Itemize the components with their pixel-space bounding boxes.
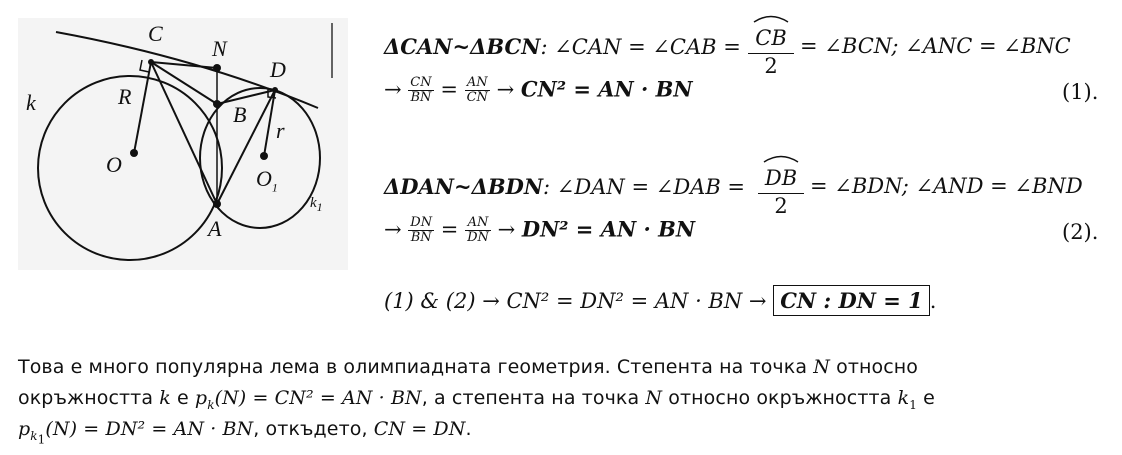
paragraph-line2: окръжността k е $p_k(N) = CN^2$ = AN · BN, а степента на точка N относно окръжността $k_1$ е: [18, 387, 935, 412]
eq1-line1: [384, 36, 741, 58]
eq3-chain: (1) & (2) → CN² = DN² = AN · BN →: [384, 289, 767, 313]
arc-hat-icon: [748, 13, 794, 23]
label-O1: $O_1$: [256, 166, 278, 195]
eq2-result: DN² = AN · BN: [521, 216, 696, 242]
label-r: r: [276, 118, 285, 143]
arrow: →: [384, 77, 402, 102]
figure-drawing: [18, 18, 348, 270]
eq1-line1-tail: = ∠BCN; ∠ANC = ∠BNC: [800, 34, 1071, 58]
eq1-arc-num: CB: [755, 26, 787, 50]
segment-CN: [151, 62, 217, 68]
point-D: [272, 87, 278, 93]
eq1-angles: : ∠CAN = ∠CAB =: [540, 35, 741, 59]
eq1-arc-den: 2: [764, 54, 778, 79]
arrow: →: [384, 217, 402, 242]
eq2-number: (2).: [1062, 220, 1099, 244]
eq1-frac2: $\frac{AN}{CN}$: [466, 75, 488, 106]
point-O1: [260, 152, 268, 160]
label-D: D: [270, 57, 286, 82]
eq2-frac1: $\frac{DN}{BN}$: [410, 215, 433, 246]
eq2-line2: → $\frac{DN}{BN}$ = $\frac{AN}{DN}$ → DN² = AN · BN: [384, 215, 696, 246]
label-C: C: [148, 21, 163, 46]
eq3-line: (1) & (2) → CN² = DN² = AN · BN → CN : DN = 1 .: [384, 290, 936, 312]
label-N: N: [212, 36, 227, 61]
label-B: B: [233, 102, 247, 127]
right-angle-C: [140, 60, 149, 72]
point-O: [130, 149, 138, 157]
arc-hat-icon: [758, 153, 804, 163]
point-N: [213, 64, 221, 72]
point-B: [213, 100, 221, 108]
arrow: →: [497, 217, 516, 242]
eq1-arc-fraction: [748, 8, 794, 78]
segment-DB: [217, 90, 275, 104]
arrow: →: [496, 77, 515, 102]
geometry-figure: [18, 18, 348, 270]
eq1-result: CN² = AN · BN: [520, 76, 693, 102]
eq2-arc-fraction: [758, 148, 804, 218]
label-k: k: [26, 90, 36, 115]
label-O: O: [106, 152, 122, 177]
eq3-boxed-result: CN : DN = 1: [773, 285, 930, 316]
eq2-line1-tail: = ∠BDN; ∠AND = ∠BND: [810, 174, 1083, 198]
paragraph-line3: $p_{k_1}(N) = DN^2$ = AN · BN, откъдето, CN = DN.: [18, 418, 472, 447]
eq2-line1: [384, 176, 745, 198]
eq2-angles: : ∠DAN = ∠DAB =: [543, 175, 746, 199]
eq1-line2: → $\frac{CN}{BN}$ = $\frac{AN}{CN}$ → CN² = AN · BN: [384, 75, 693, 106]
eq2-triangles: ΔDAN~ΔBDN: [384, 174, 544, 199]
eq2-arc-den: 2: [774, 194, 788, 219]
label-A: A: [208, 216, 222, 241]
label-k1: $k_1$: [310, 195, 323, 214]
eq1-triangles: ΔCAN~ΔBCN: [384, 34, 541, 59]
eq1-number: (1).: [1062, 80, 1099, 104]
point-A: [213, 200, 221, 208]
point-C: [148, 59, 154, 65]
paragraph-line1: Това е много популярна лема в олимпиадната геометрия. Степента на точка N относно: [18, 356, 919, 378]
eq1-frac1: $\frac{CN}{BN}$: [410, 75, 432, 106]
eq2-frac2: $\frac{AN}{DN}$: [467, 215, 489, 246]
eq2-arc-num: DB: [764, 166, 798, 190]
label-R: R: [118, 84, 132, 109]
